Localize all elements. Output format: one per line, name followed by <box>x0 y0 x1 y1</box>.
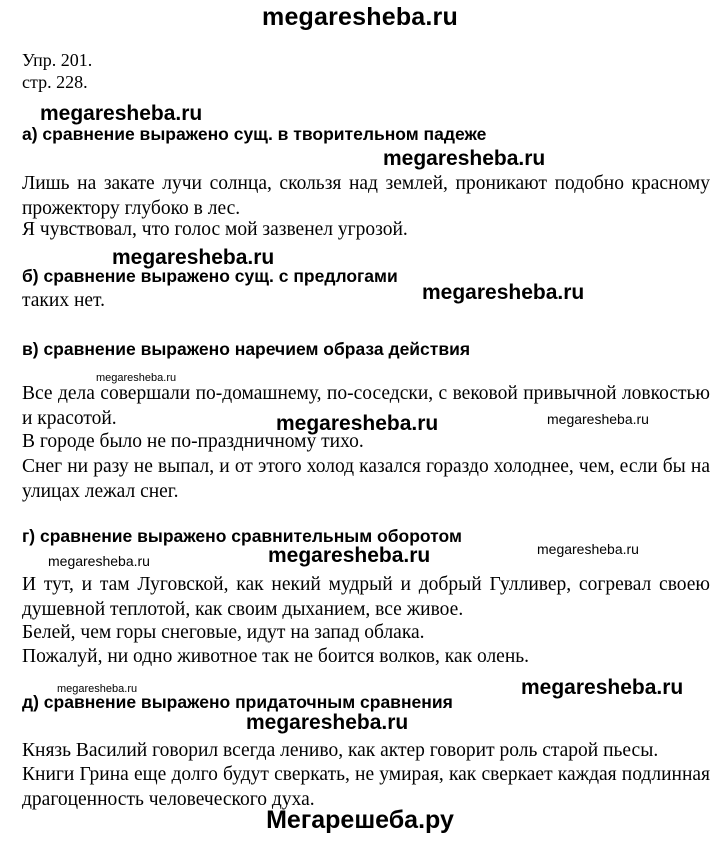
page-number: стр. 228. <box>22 72 88 92</box>
watermark: megaresheba.ru <box>537 541 639 557</box>
section-d-heading: д) сравнение выражено придаточным сравнения <box>22 692 453 712</box>
section-b-line-1: таких нет. <box>22 290 105 311</box>
footer-brand: Мегарешеба.ру <box>266 806 454 834</box>
section-a-heading: а) сравнение выражено сущ. в творительном падеже <box>22 124 487 144</box>
exercise-number: Упр. 201. <box>22 50 93 70</box>
watermark: megaresheba.ru <box>48 553 150 569</box>
watermark: megaresheba.ru <box>40 102 203 125</box>
watermark: megaresheba.ru <box>547 411 649 427</box>
watermark: megaresheba.ru <box>96 372 177 384</box>
watermark: megaresheba.ru <box>57 683 138 695</box>
watermark: megaresheba.ru <box>112 246 275 269</box>
watermark: megaresheba.ru <box>422 281 585 304</box>
section-a-line-2: Я чувствовал, что голос мой зазвенел угрозой. <box>22 219 408 240</box>
section-v-heading: в) сравнение выражено наречием образа действия <box>22 339 471 359</box>
section-g-line-1: И тут, и там Луговской, как некий мудрый и добрый Гулливер, согревал своею душевной теплотой, как своим дыханием, все живое. <box>22 574 710 620</box>
section-d-line-1: Князь Василий говорил всегда лениво, как актер говорит роль старой пьесы. <box>22 740 659 761</box>
section-b-heading: б) сравнение выражено сущ. с предлогами <box>22 266 398 286</box>
section-a-line-1: Лишь на закате лучи солнца, скользя над землей, проникают подобно красному прожектору глубоко в лес. <box>22 173 710 219</box>
section-v-line-3: Снег ни разу не выпал, и от этого холод казался гораздо холоднее, чем, если бы на улицах лежал снег. <box>22 456 710 502</box>
section-d-line-2: Книги Грина еще долго будут сверкать, не умирая, как сверкает каждая подлинная драгоценность человеческого духа. <box>22 764 710 810</box>
section-g-line-2: Белей, чем горы снеговые, идут на запад облака. <box>22 622 425 643</box>
section-v-line-1: Все дела совершали по-домашнему, по-соседски, с вековой привычной ловкостью и красотой. <box>22 383 710 429</box>
watermark: megaresheba.ru <box>383 147 546 170</box>
section-v-line-2: В городе было не по-праздничному тихо. <box>22 431 364 452</box>
watermark: megaresheba.ru <box>276 412 439 435</box>
section-g-heading: г) сравнение выражено сравнительным оборотом <box>22 526 462 546</box>
section-g-line-3: Пожалуй, ни одно животное так не боится волков, как олень. <box>22 646 530 667</box>
watermark: megaresheba.ru <box>246 711 409 734</box>
header-watermark: megaresheba.ru <box>262 3 458 31</box>
watermark: megaresheba.ru <box>521 676 684 699</box>
watermark: megaresheba.ru <box>268 544 431 567</box>
